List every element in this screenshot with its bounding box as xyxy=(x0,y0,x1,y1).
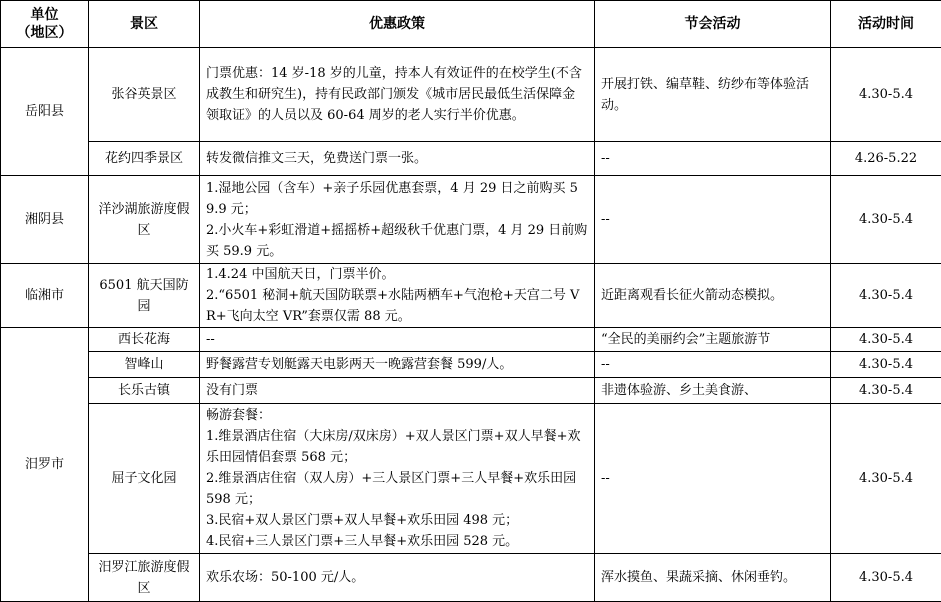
table-header-row xyxy=(1,1,941,48)
table-row xyxy=(1,404,941,554)
policy-cell: 野餐露营专划艇露天电影两天一晚露营套餐 599/人。 xyxy=(200,352,595,378)
unit-cell: 临湘市 xyxy=(1,264,89,328)
time-cell: 4.30-5.4 xyxy=(831,328,941,352)
spot-cell: 屈子文化园 xyxy=(89,404,200,554)
table-row xyxy=(1,554,941,602)
table-row xyxy=(1,176,941,264)
unit-cell: 汨罗市 xyxy=(1,328,89,602)
policy-cell: 转发微信推文三天，免费送门票一张。 xyxy=(200,142,595,176)
header-unit: 单位 （地区） xyxy=(1,1,89,48)
table-row xyxy=(1,378,941,404)
spot-cell: 6501 航天国防园 xyxy=(89,264,200,328)
table-row xyxy=(1,142,941,176)
time-cell: 4.30-5.4 xyxy=(831,554,941,602)
spot-cell: 花约四季景区 xyxy=(89,142,200,176)
spot-cell: 张谷英景区 xyxy=(89,48,200,142)
time-cell: 4.30-5.4 xyxy=(831,404,941,554)
table-row xyxy=(1,48,941,142)
time-cell: 4.30-5.4 xyxy=(831,176,941,264)
header-spot: 景区 xyxy=(89,1,200,48)
table-row xyxy=(1,352,941,378)
time-cell: 4.30-5.4 xyxy=(831,378,941,404)
time-cell: 4.30-5.4 xyxy=(831,352,941,378)
activity-cell: -- xyxy=(595,142,831,176)
time-cell: 4.26-5.22 xyxy=(831,142,941,176)
spot-cell: 汨罗江旅游度假区 xyxy=(89,554,200,602)
table-row xyxy=(1,328,941,352)
unit-cell: 湘阴县 xyxy=(1,176,89,264)
spot-cell: 智峰山 xyxy=(89,352,200,378)
policy-cell: 门票优惠：14 岁-18 岁的儿童，持本人有效证件的在校学生(不含成教生和研究生)，持有民政部门颁发《城市居民最低生活保障金领取证》的人员以及 60-64 周岁的老人实行半价优惠。 xyxy=(200,48,595,142)
spot-cell: 洋沙湖旅游度假区 xyxy=(89,176,200,264)
activity-cell: 开展打铁、编草鞋、纺纱布等体验活动。 xyxy=(595,48,831,142)
unit-cell: 岳阳县 xyxy=(1,48,89,176)
time-cell: 4.30-5.4 xyxy=(831,48,941,142)
header-policy: 优惠政策 xyxy=(200,1,595,48)
activity-cell: “全民的美丽约会”主题旅游节 xyxy=(595,328,831,352)
policy-cell: -- xyxy=(200,328,595,352)
activity-cell: 非遗体验游、乡土美食游、 xyxy=(595,378,831,404)
policy-cell: 1.4.24 中国航天日，门票半价。 2.“6501 秘洞+航天国防联票+水陆两栖车+气泡枪+天宫二号 VR+飞向太空 VR”套票仅需 88 元。 xyxy=(200,264,595,328)
time-cell: 4.30-5.4 xyxy=(831,264,941,328)
activity-cell: 浑水摸鱼、果蔬采摘、休闲垂钓。 xyxy=(595,554,831,602)
policy-cell: 没有门票 xyxy=(200,378,595,404)
policy-cell: 1.湿地公园（含车）+亲子乐园优惠套票，4 月 29 日之前购买 59.9 元； 2.小火车+彩虹滑道+摇摇桥+超级秋千优惠门票，4 月 29 日前购买 59.9 元。 xyxy=(200,176,595,264)
spot-cell: 西长花海 xyxy=(89,328,200,352)
activity-cell: -- xyxy=(595,352,831,378)
policy-cell: 畅游套餐： 1.维景酒店住宿（大床房/双床房）+双人景区门票+双人早餐+欢乐田园情侣套票 568 元； 2.维景酒店住宿（双人房）+三人景区门票+三人早餐+欢乐田园 598 元； 3.民宿+双人景区门票+双人早餐+欢乐田园 498 元； 4.民宿+三人景区门票+三人早餐+欢乐田园 528 元。 xyxy=(200,404,595,554)
header-time: 活动时间 xyxy=(831,1,941,48)
spot-cell: 长乐古镇 xyxy=(89,378,200,404)
activity-cell: -- xyxy=(595,404,831,554)
activity-cell: 近距离观看长征火箭动态模拟。 xyxy=(595,264,831,328)
header-activity: 节会活动 xyxy=(595,1,831,48)
policy-cell: 欢乐农场：50-100 元/人。 xyxy=(200,554,595,602)
table-row xyxy=(1,264,941,328)
activity-cell: -- xyxy=(595,176,831,264)
